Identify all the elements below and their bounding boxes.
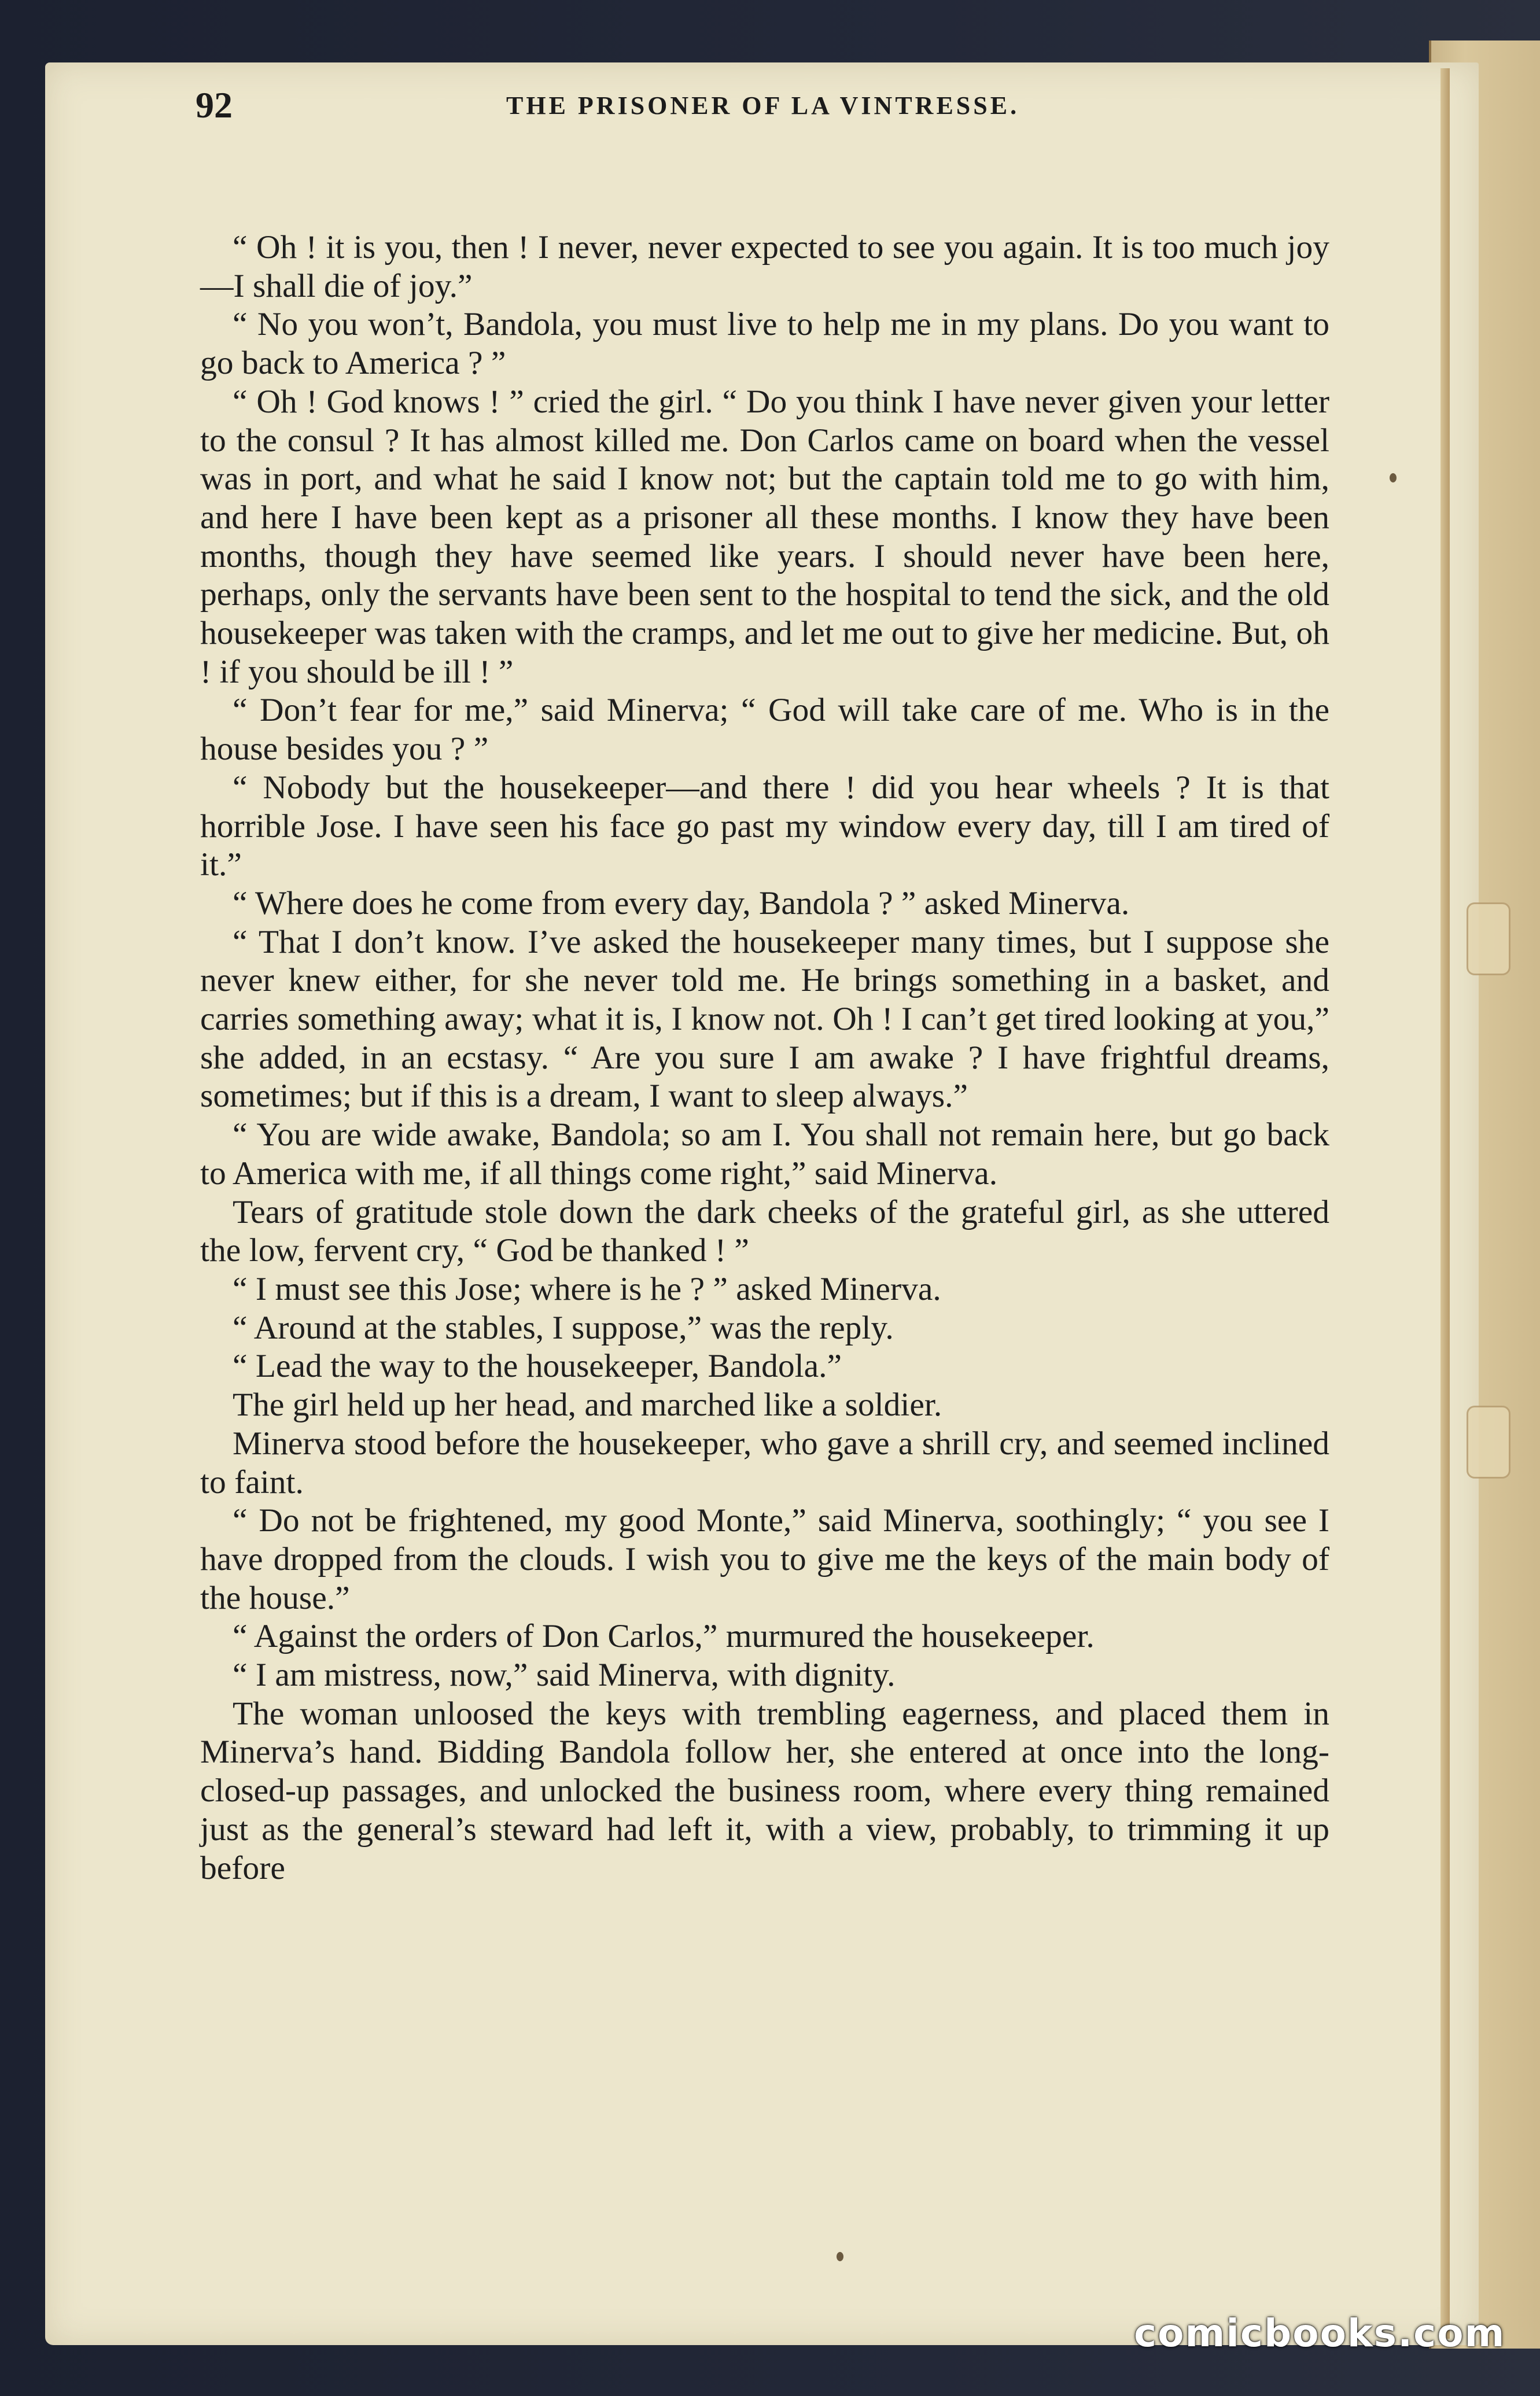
ink-speck [1390,473,1397,482]
paragraph: “ Do not be frightened, my good Monte,” said Minerva, soothingly; “ you see I have dropped from the clouds. I wish you to give me the keys of the main body of the house.” [200,1502,1329,1616]
paragraph: “ I am mistress, now,” said Minerva, with dignity. [233,1657,896,1694]
paragraph: “ Oh ! God knows ! ” cried the girl. “ Do you think I have never given your letter to the consul ? It has almost killed me. Don Carlos came on board when the vessel was in port, and what he said I know not; but the captain told me to go with him, and here I have been kept as a prisoner all these months. I know they have been months, though they have seemed like years. I should never have been here, perhaps, only the servants have been sent to the hospital to tend the sick, and the old housekeeper was taken with the cramps, and let me out to give her medicine. But, oh ! if you should be ill ! ” [200,383,1329,690]
site-watermark: comicbooks.com [1134,2311,1506,2356]
page-number: 92 [196,84,233,126]
paragraph: “ Lead the way to the housekeeper, Bandola.” [233,1348,842,1385]
body-text [200,228,1329,1888]
paragraph: “ Where does he come from every day, Bandola ? ” asked Minerva. [233,884,1130,921]
paragraph: “ You are wide awake, Bandola; so am I. You shall not remain here, but go back to America with me, if all things come right,” said Minerva. [200,1116,1329,1192]
paragraph: “ I must see this Jose; where is he ? ” asked Minerva. [233,1270,941,1307]
running-header [197,84,1354,142]
paragraph: “ Oh ! it is you, then ! I never, never expected to see you again. It is too much joy—I shall die of joy.” [200,229,1329,304]
paragraph: The woman unloosed the keys with trembling eagerness, and placed them in Minerva’s hand. Bidding Bandola follow her, she entered at once into the long-closed-up passages, and unlocked the business room, where every thing remained just as the general’s steward had left it, with a view, probably, to trimming it up before [200,1695,1329,1886]
paragraph: “ Nobody but the housekeeper—and there ! did you hear wheels ? It is that horrible Jose. I have seen his face go past my window every day, till I am tired of it.” [200,769,1329,883]
paragraph: The girl held up her head, and marched like a soldier. [233,1387,942,1424]
paragraph: “ Don’t fear for me,” said Minerva; “ God will take care of me. Who is in the house besides you ? ” [200,692,1329,768]
paragraph: “ No you won’t, Bandola, you must live to help me in my plans. Do you want to go back to America ? ” [200,306,1329,382]
paragraph: “ Around at the stables, I suppose,” was the reply. [233,1309,894,1346]
binding-tape-bottom [1467,1406,1510,1479]
paragraph: “ That I don’t know. I’ve asked the housekeeper many times, but I suppose she never knew either, for she never told me. He brings something in a basket, and carries something away; what it is, I know not. Oh ! I can’t get tired looking at you,” she added, in an ecstasy. “ Are you sure I am awake ? I have frightful dreams, sometimes; but if this is a dream, I want to sleep always.” [200,923,1329,1115]
paragraph: Tears of gratitude stole down the dark cheeks of the grateful girl, as she uttered the low, fervent cry, “ God be thanked ! ” [200,1193,1329,1269]
page-fold-edge [1440,68,1450,2339]
ink-speck [837,2252,843,2261]
paragraph: “ Against the orders of Don Carlos,” murmured the housekeeper. [233,1618,1095,1655]
binding-tape-top [1467,902,1510,975]
paragraph: Minerva stood before the housekeeper, who gave a shrill cry, and seemed inclined to faint. [200,1425,1329,1501]
running-title: THE PRISONER OF LA VINTRESSE. [506,91,1020,120]
